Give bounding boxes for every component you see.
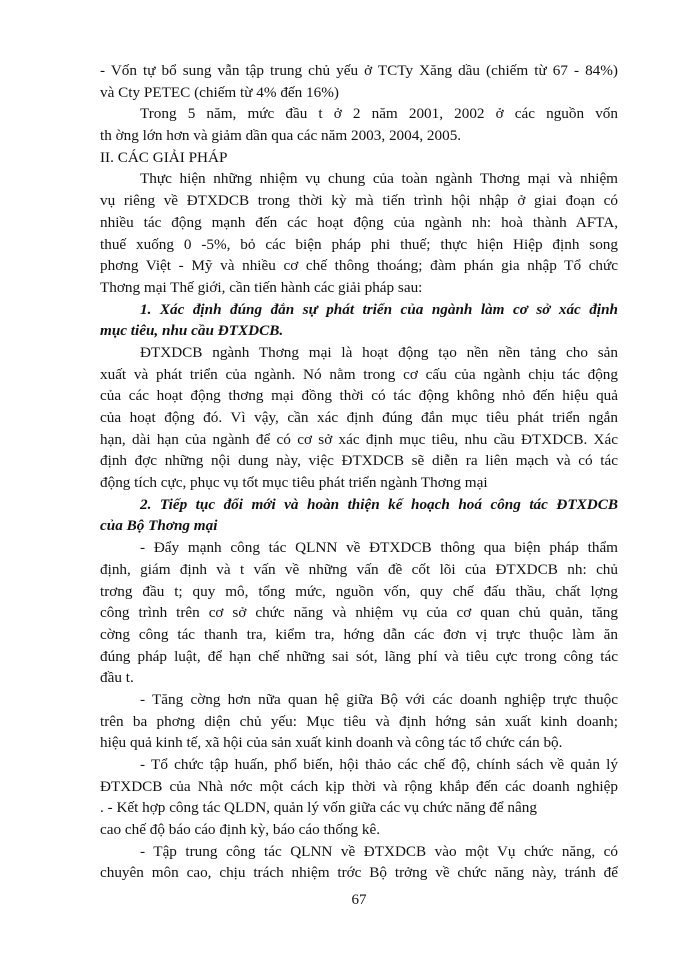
text-line: xuất và phát triển của ngành. Nó nằm trong cơ cấu của ngành chịu tác động [100, 365, 618, 383]
text-line: nhiều tác động mạnh đến các hoạt động của ngành nh: hoà thành AFTA, [100, 213, 618, 231]
text-line: và Cty PETEC (chiếm từ 4% đến 16%) [100, 83, 339, 101]
text-line: - Đẩy mạnh công tác QLNN về ĐTXDCB thông qua biện pháp thẩm [140, 539, 618, 557]
text-line: - Tập trung công tác QLNN về ĐTXDCB vào một Vụ chức năng, có [140, 842, 618, 860]
text-line: mục tiêu, nhu cầu ĐTXDCB. [100, 322, 284, 340]
text-line: chuyên môn cao, chịu trách nhiệm trớc Bộ trởng về chức năng này, tránh để [100, 864, 618, 882]
text-line: định đợc những nội dung này, việc ĐTXDCB sẽ diễn ra liên mạch và có tác [100, 452, 618, 470]
text-line: . - Kết hợp công tác QLDN, quản lý vốn giữa các vụ chức năng để nâng [100, 799, 537, 817]
text-line: ĐTXDCB của Nhà nớc một cách kịp thời và rộng khắp đến các doanh nghiệp [100, 777, 618, 795]
document-body [100, 60, 618, 884]
text-line: ĐTXDCB ngành Thơng mại là hoạt động tạo nền nền tảng cho sản [140, 343, 618, 361]
text-line: - Tăng cờng hơn nữa quan hệ giữa Bộ với các doanh nghiệp trực thuộc [140, 690, 618, 708]
text-line: trơng đầu t; quy mô, tổng mức, nguồn vốn, quy chế đấu thầu, chất lợng [100, 582, 618, 600]
text-line: - Vốn tự bổ sung vẫn tập trung chủ yếu ở TCTy Xăng dầu (chiếm từ 67 - 84%) [100, 62, 618, 79]
text-line: của các hoạt động thơng mại đồng thời có tác động không nhỏ đến hiệu quả [100, 387, 618, 405]
text-line: Thơng mại Thế giới, cần tiến hành các giải pháp sau: [100, 278, 423, 296]
text-line: định, giám định và t vấn về những vấn đề cốt lõi của ĐTXDCB nh: chủ [100, 560, 618, 578]
text-line: cao chế độ báo cáo định kỳ, báo cáo thống kê. [100, 821, 381, 839]
text-line: đầu t. [100, 669, 134, 687]
text-line: thuế xuống 0 -5%, bỏ các biện pháp phi thuế; thực hiện Hiệp định song [100, 235, 618, 253]
text-line: phơng Việt - Mỹ và nhiều cơ chế thông thoáng; đàm phán gia nhập Tổ chức [100, 257, 618, 275]
text-line: 1. Xác định đúng đắn sự phát triển của ngành làm cơ sở xác định [140, 300, 618, 318]
text-line: hiệu quả kinh tế, xã hội của sản xuất kinh doanh và công tác tổ chức cán bộ. [100, 734, 563, 752]
text-line: - Tổ chức tập huấn, phổ biến, hội thảo các chế độ, chính sách về quản lý [140, 756, 618, 773]
text-line: 2. Tiếp tục đổi mới và hoàn thiện kế hoạch hoá công tác ĐTXDCB [140, 495, 618, 513]
text-line: vụ riêng về ĐTXDCB trong thời kỳ mà tiến trình hội nhập ở giai đoạn có [100, 192, 618, 210]
text-line: trên ba phơng diện chủ yếu: Mục tiêu và định hớng sản xuất kinh doanh; [100, 712, 618, 730]
text-line: II. CÁC GIẢI PHÁP [100, 148, 228, 166]
text-line: của Bộ Thơng mại [100, 517, 218, 535]
text-line: cờng công tác thanh tra, kiểm tra, hớng dẫn các đơn vị trực thuộc làm ăn [100, 625, 618, 643]
text-line: hạn, dài hạn của ngành để có cơ sở xác định mục tiêu, nhu cầu ĐTXDCB. Xác [100, 430, 618, 448]
text-line: của hoạt động đó. Vì vậy, cần xác định đúng đắn mục tiêu phát triển ngắn [100, 409, 618, 426]
text-line: Trong 5 năm, mức đầu t ở 2 năm 2001, 2002 ở các nguồn vốn [140, 105, 618, 123]
text-line: Thực hiện những nhiệm vụ chung của toàn ngành Thơng mại và nhiệm [140, 170, 618, 188]
text-line: công trình trên cơ sở chức năng và nhiệm vụ của cơ quan chủ quản, tăng [100, 604, 618, 622]
document-page [100, 60, 618, 930]
text-line: th ờng lớn hơn và giảm dần qua các năm 2003, 2004, 2005. [100, 127, 462, 145]
page-number: 67 [351, 892, 367, 908]
text-line: đúng pháp luật, để hạn chế những sai sót, lãng phí và tiêu cực trong công tác [100, 647, 618, 665]
text-line: động tích cực, phục vụ tốt mục tiêu phát triển ngành Thơng mại [100, 474, 488, 492]
